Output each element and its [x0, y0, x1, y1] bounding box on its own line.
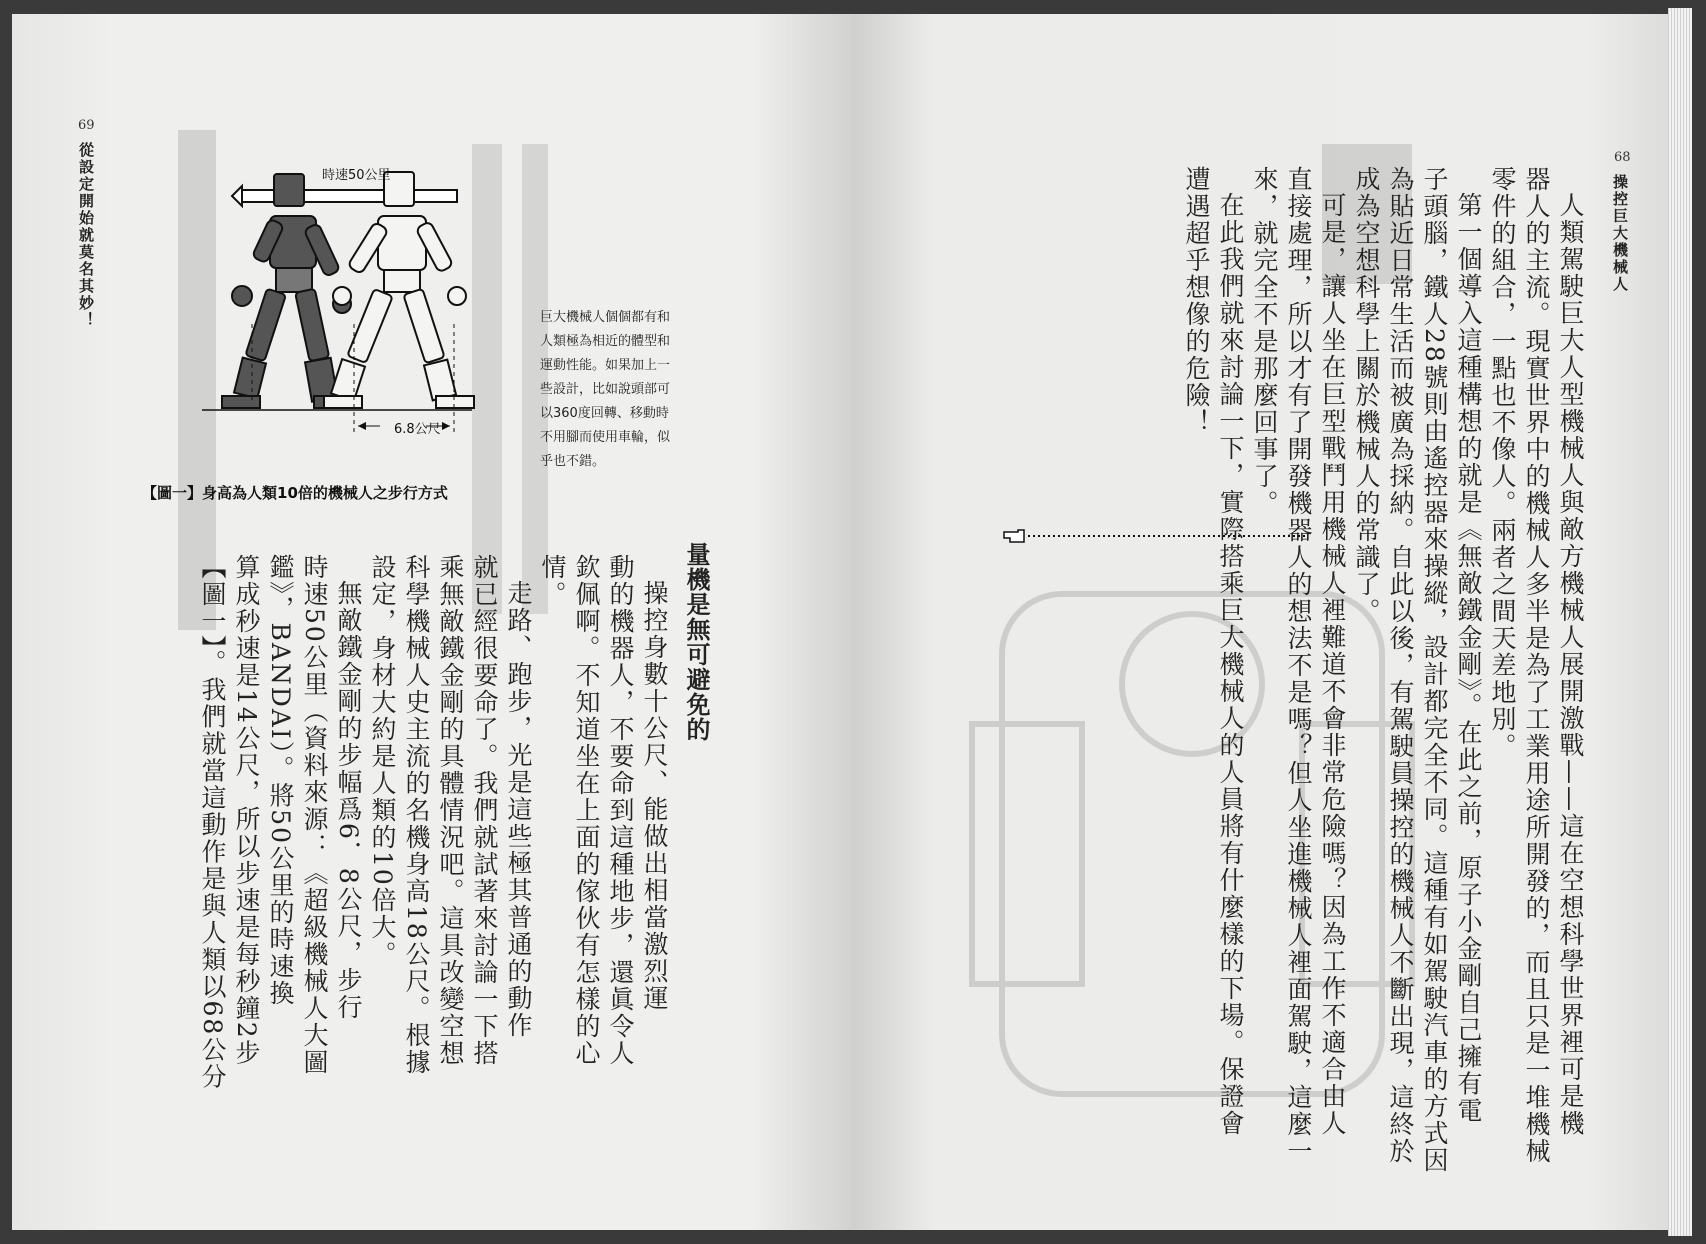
text-column-r3: 零件的組合，一點也不像人。兩者之間天差地別。 [1488, 166, 1517, 760]
text-column-r6: 為貼近日常生活而被廣為採納。自此以後，有駕駛員操控的機械人不斷出現，這終於 [1386, 166, 1415, 1165]
text-column-r7: 成為空想科學上關於機械人的常識了。 [1352, 166, 1381, 625]
text-column-14: 【圖一】。我們就當這動作是與人類以68公分 [198, 554, 227, 1091]
text-column-5: 走路、跑步，光是這些極其普通的動作 [504, 580, 533, 1039]
page-number-right: 68 [1614, 150, 1631, 165]
figure-caption: 巨大機械人個個都有和 人類極為相近的體型和 運動性能。如果加上一 些設計，比如說頭部可 以360度回轉、移動時 不用腳而使用車輪，似 乎也不錯。 [540, 310, 671, 469]
robot-walking-figure [202, 164, 502, 474]
right-page [852, 14, 1670, 1230]
page-stack-edge [1668, 8, 1692, 1236]
text-column-r5: 子頭腦，鐵人28號則由遙控器來操縱，設計都完全不同。這種有如駕駛汽車的方式因 [1420, 166, 1449, 1174]
stride-label: 6.8公尺 [394, 422, 441, 437]
text-column-r12: 遭遇超乎想像的危險！ [1182, 166, 1211, 436]
text-column-r9: 直接處理，所以才有了開發機器人的想法不是嗎？但人坐進機械人裡面駕駛，這麼一 [1284, 166, 1313, 1165]
text-column-4: 情。 [538, 554, 567, 608]
section-heading: 量機是無可避免的 [682, 542, 710, 742]
text-column-7: 乘無敵鐵金剛的具體情況吧。這具改變空想 [436, 554, 465, 1067]
left-page [12, 14, 852, 1230]
speed-label: 時速50公里 [322, 168, 391, 183]
text-column-9: 設定，身材大約是人類的10倍大。 [368, 554, 397, 968]
book-spread [12, 14, 1670, 1230]
text-column-10: 無敵鐵金剛的步幅爲6．8公尺，步行 [334, 580, 363, 1021]
text-column-r11: 在此我們就來討論一下，實際搭乘巨大機械人的人員將有什麼樣的下場。保證會 [1216, 192, 1245, 1137]
text-column-11: 時速50公里（資料來源：《超級機械人大圖 [300, 554, 329, 1076]
text-column-r8: 可是，讓人坐在巨型戰鬥用機械人裡難道不會非常危險嗎？因為工作不適合由人 [1318, 192, 1347, 1137]
speed-arrow-icon [232, 186, 457, 206]
text-column-r2: 器人的主流。現實世界中的機械人多半是為了工業用途所開發的，而且只是一堆機械 [1522, 166, 1551, 1165]
text-column-6: 就已經很要命了。我們就試著來討論一下搭 [470, 554, 499, 1067]
running-head-right: 操控巨大機械人 [1611, 174, 1629, 293]
figure-title: 【圖一】身高為人類10倍的機械人之步行方式 [142, 484, 448, 502]
text-column-r1: 人類駕駛巨大人型機械人與敵方機械人展開激戰——這在空想科學世界裡可是機 [1556, 192, 1585, 1137]
text-column-r10: 來，就完全不是那麼回事了。 [1250, 166, 1279, 517]
text-column-13: 算成秒速是14公尺，所以步速是每秒鐘2步 [232, 554, 261, 1067]
text-column-3: 欽佩啊。不知道坐在上面的傢伙有怎樣的心 [572, 554, 601, 1067]
running-head-left: 從設定開始就莫名其妙！ [77, 142, 95, 329]
text-column-12: 鑑》，BANDAI）。將50公里的時速換 [266, 554, 295, 1008]
pointing-hand-icon [1002, 526, 1312, 546]
text-column-1: 操控身數十公尺、能做出相當激烈運 [640, 580, 669, 1012]
page-number-left: 69 [78, 118, 95, 133]
text-column-r4: 第一個導入這種構想的就是《無敵鐵金剛》。在此之前，原子小金剛自己擁有電 [1454, 192, 1483, 1125]
text-column-8: 科學機械人史主流的名機身高18公尺。根據 [402, 554, 431, 1076]
robot-light-icon [324, 172, 474, 408]
text-column-2: 動的機器人，不要命到這種地步，還眞令人 [606, 554, 635, 1067]
